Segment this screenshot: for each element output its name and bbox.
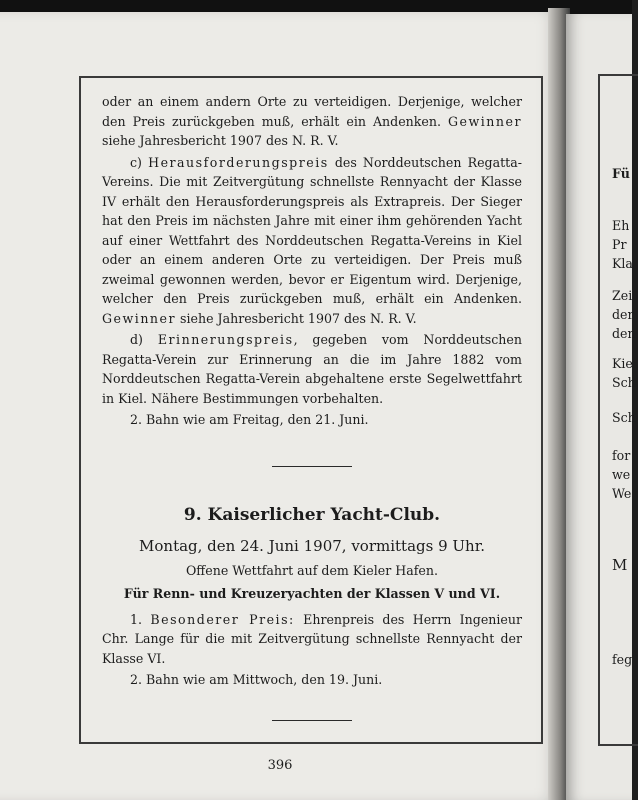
special-prize: 1. Besonderer Preis: Ehrenpreis des Herrn Ingenieur Chr. Lange für die mit Zeitvergütung schnellste Rennyacht der Klasse VI. — [102, 611, 522, 666]
winner-label: Gewinner — [447, 113, 522, 129]
right-fragment-4: Zei — [612, 288, 633, 303]
right-fragment-14: feg — [612, 652, 633, 667]
paragraph-continuation: oder an einem andern Orte zu verteidigen. Derjenige, welcher den Preis zurückgeben muß, erhält ein Andenken. Gewinner siehe Jahresbericht 1907 des N. R. V. — [102, 94, 522, 148]
right-fragment-8: Sch — [612, 375, 636, 390]
course-line-1: 2. Bahn wie am Freitag, den 21. Juni. — [130, 412, 369, 427]
paragraph-c: c) Herausforderungspreis des Norddeutschen Regatta-Vereins. Die mit Zeitvergütung schnellste Rennyacht der Klasse IV erhält den Herausforderungspreis als Extrapreis. Der Sieger hat den Preis im nächsten Jahre mit einer ihm gehörenden Yacht auf einer Wettfahrt des Norddeutschen Regatta-Vereins in Kiel oder an einem anderen Orte zu verteidigen. Der Preis muß zweimal gewonnen werden, bevor er Eigentum wird. Derjenige, welcher den Preis zurückgeben muß, erhält ein Andenken. Gewinner siehe Jahresbericht 1907 des N. R. V. — [102, 154, 522, 326]
right-fragment-10: for — [612, 448, 631, 463]
race-date: Montag, den 24. Juni 1907, vormittags 9 Uhr. — [139, 536, 485, 555]
right-fragment-6: den — [612, 326, 636, 341]
right-fragment-11: we — [612, 467, 631, 482]
right-fragment-0: Fü — [612, 166, 630, 181]
right-fragment-2: Pr — [612, 237, 627, 252]
race-subtitle: Offene Wettfahrt auf dem Kieler Hafen. — [185, 562, 438, 578]
memorial-prize-label: Erinnerungspreis — [157, 332, 294, 347]
right-fragment-7: Kie — [612, 356, 633, 371]
special-prize-label: Besonderer Preis: — [150, 611, 295, 627]
right-fragment-3: Kla — [612, 256, 633, 271]
page-number: 396 — [267, 758, 293, 773]
right-fragment-5: der — [612, 307, 634, 322]
challenge-prize-label: Herausforderungspreis — [148, 154, 329, 170]
section-title: 9. Kaiserlicher Yacht-Club. — [183, 504, 441, 525]
course-line-2: 2. Bahn wie am Mittwoch, den 19. Juni. — [130, 672, 383, 687]
divider-rule — [272, 466, 352, 467]
race-classes: Für Renn- und Kreuzeryachten der Klassen V und VI. — [123, 586, 501, 601]
divider-rule-bottom — [272, 720, 352, 721]
right-fragment-9: Sch — [612, 410, 636, 425]
paragraph-d: d) Erinnerungspreis, gegeben vom Norddeutschen Regatta-Verein zur Erinnerung an die im Jahre 1882 vom Norddeutschen Regatta-Verein abgehaltene erste Segelwettfahrt in Kiel. Nähere Bestimmungen vorbehalten. — [102, 332, 522, 406]
right-fragment-1: Eh — [612, 218, 630, 233]
right-fragment-13: M — [612, 556, 628, 574]
right-fragment-12: We — [612, 486, 632, 501]
winner-label-c: Gewinner — [102, 310, 177, 326]
page-content — [102, 92, 522, 721]
